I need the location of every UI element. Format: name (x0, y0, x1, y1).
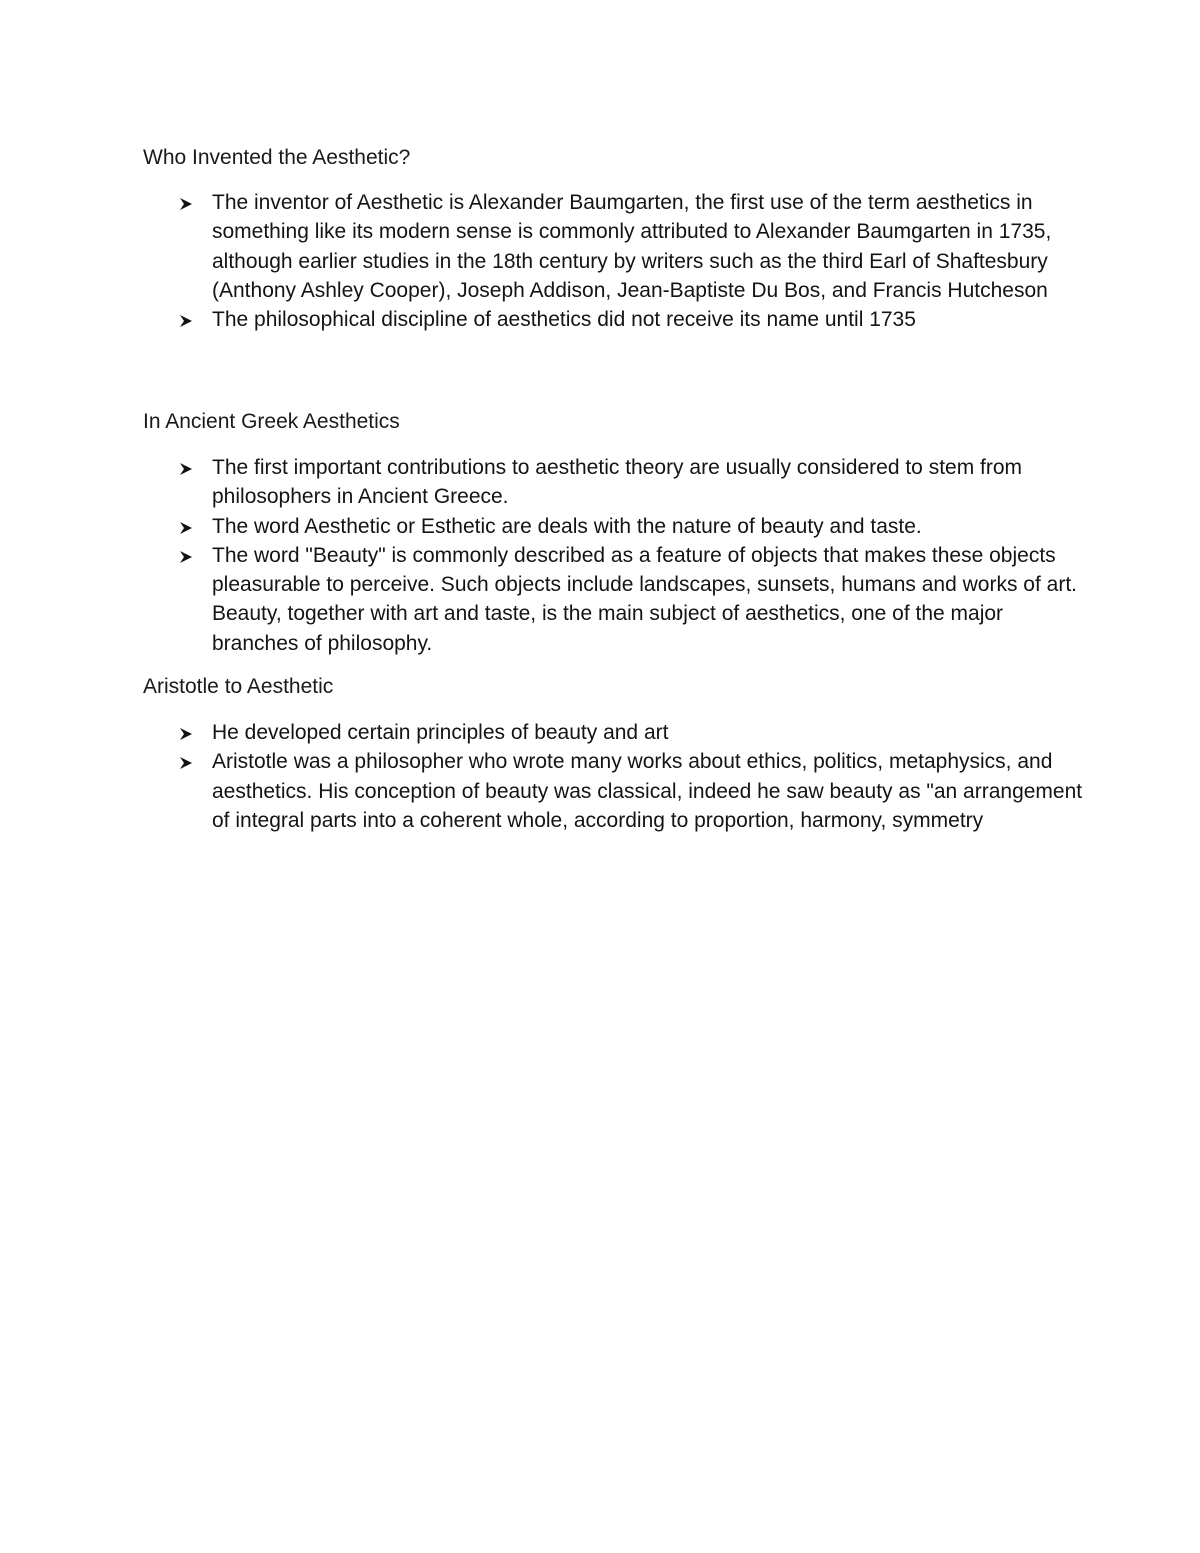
list-item (143, 541, 1083, 658)
list-item (143, 718, 1083, 747)
section-ancient-greek (143, 407, 1083, 658)
list-item-text: The philosophical discipline of aesthetics did not receive its name until 1735 (212, 308, 916, 332)
list-item-text: The word Aesthetic or Esthetic are deals with the nature of beauty and taste. (212, 514, 922, 538)
section-who-invented (143, 143, 1083, 334)
list-item-text: He developed certain principles of beauty and art (212, 721, 669, 744)
section-aristotle (143, 672, 1083, 835)
list-item (143, 188, 1083, 305)
arrowhead-bullet-icon (179, 197, 193, 211)
section-heading: In Ancient Greek Aesthetics (143, 410, 400, 433)
section-heading: Aristotle to Aesthetic (143, 675, 334, 698)
bullet-list (143, 188, 1083, 334)
arrowhead-bullet-icon (179, 462, 193, 476)
arrowhead-bullet-icon (179, 727, 193, 741)
arrowhead-bullet-icon (179, 550, 193, 564)
list-item-text: Aristotle was a philosopher who wrote many works about ethics, politics, metaphysics, and aesthetics. His conception of beauty was classical, indeed he saw beauty as "an arrangement of integral parts into a coherent whole, according to proportion, harmony, symmetry (212, 750, 1083, 832)
list-item-text: The first important contributions to aesthetic theory are usually considered to stem from philosophers in Ancient Greece. (212, 456, 1023, 509)
list-item-text: The word "Beauty" is commonly described as a feature of objects that makes these objects pleasurable to perceive. Such objects include landscapes, sunsets, humans and works of art. Beauty, together with art and taste, is the main subject of aesthetics, one of the major branches of philosophy. (212, 543, 1077, 655)
bullet-list (143, 453, 1083, 658)
list-item (143, 305, 1083, 334)
list-item (143, 512, 1083, 541)
arrowhead-bullet-icon (179, 314, 193, 328)
arrowhead-bullet-icon (179, 756, 193, 770)
bullet-list (143, 718, 1083, 835)
section-heading: Who Invented the Aesthetic? (143, 146, 411, 169)
arrowhead-bullet-icon (179, 521, 193, 535)
list-item-text: The inventor of Aesthetic is Alexander Baumgarten, the first use of the term aesthetics in something like its modern sense is commonly attributed to Alexander Baumgarten in 1735, although earlier studies in the 18th century by writers such as the third Earl of Shaftesbury (Anthony Ashley Cooper), Joseph Addison, Jean-Baptiste Du Bos, and Francis Hutcheson (212, 191, 1052, 302)
list-item (143, 453, 1083, 512)
list-item (143, 747, 1083, 835)
